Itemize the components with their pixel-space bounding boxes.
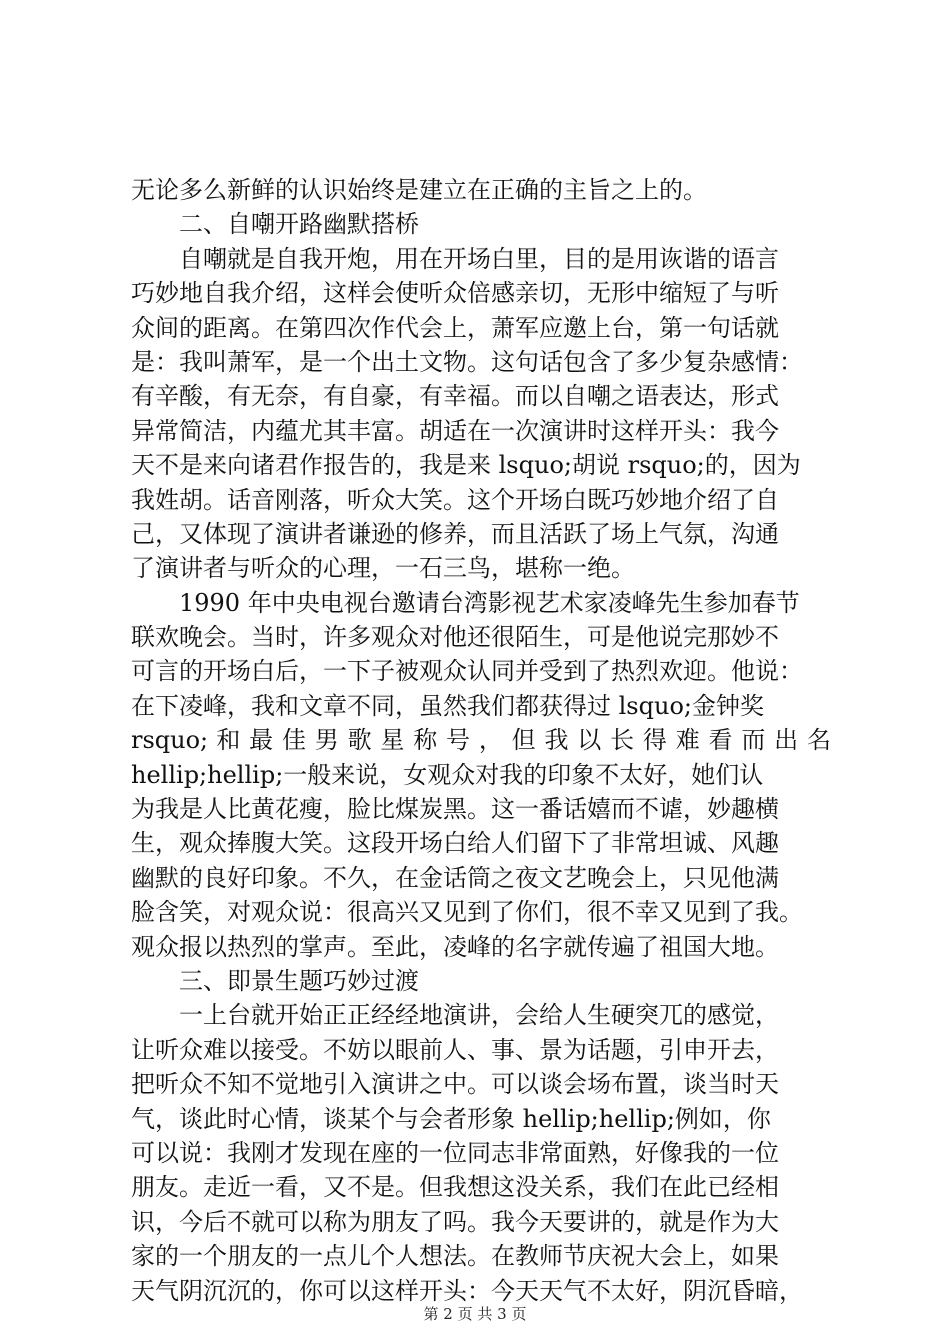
text-line: 把听众不知不觉地引入演讲之中。可以谈会场布置，谈当时天: [131, 1070, 779, 1099]
text-line: 一上台就开始正正经经地演讲，会给人生硬突兀的感觉，: [179, 1001, 779, 1030]
text-line: 了演讲者与听众的心理，一石三鸟，堪称一绝。: [131, 554, 635, 583]
document-body: [131, 173, 831, 1308]
text-line: 联欢晚会。当时，许多观众对他还很陌生，可是他说完那妙不: [131, 623, 779, 652]
text-line: 我姓胡。话音刚落，听众大笑。这个开场白既巧妙地介绍了自: [131, 485, 779, 514]
text-line: 巧妙地自我介绍，这样会使听众倍感亲切，无形中缩短了与听: [131, 279, 779, 308]
section-heading: 三、即景生题巧妙过渡: [179, 966, 419, 995]
text-line: 让听众难以接受。不妨以眼前人、事、景为话题，引申开去，: [131, 1035, 779, 1064]
text-line: 为我是人比黄花瘦，脸比煤炭黑。这一番话嬉而不谑，妙趣横: [131, 795, 779, 824]
text-line: 自嘲就是自我开炮，用在开场白里，目的是用诙谐的语言: [179, 244, 779, 273]
text-line: 可以说：我刚才发现在座的一位同志非常面熟，好像我的一位: [131, 1138, 779, 1167]
text-line: 异常简洁，内蕴尤其丰富。胡适在一次演讲时这样开头：我今: [131, 416, 779, 445]
text-line: 天气阴沉沉的，你可以这样开头：今天天气不太好，阴沉昏暗，: [131, 1276, 803, 1305]
text-line: 识，今后不就可以称为朋友了吗。我今天要讲的，就是作为大: [131, 1207, 779, 1236]
text-line: rsquo; 和 最 佳 男 歌 星 称 号 ， 但 我 以 长 得 难 看 而 出 名: [131, 726, 831, 755]
text-line: 气，谈此时心情，谈某个与会者形象 hellip;hellip;例如，你: [131, 1104, 771, 1133]
text-line: 天不是来向诸君作报告的，我是来 lsquo;胡说 rsquo;的，因为: [131, 451, 801, 480]
text-line: 家的一个朋友的一点儿个人想法。在教师节庆祝大会上，如果: [131, 1242, 779, 1271]
text-line: 是：我叫萧军，是一个出土文物。这句话包含了多少复杂感情：: [131, 347, 803, 376]
text-line: 朋友。走近一看，又不是。但我想这没关系，我们在此已经相: [131, 1173, 779, 1202]
text-line: 脸含笑，对观众说：很高兴又见到了你们，很不幸又见到了我。: [131, 898, 803, 927]
text-line: 观众报以热烈的掌声。至此，凌峰的名字就传遍了祖国大地。: [131, 932, 779, 961]
section-heading: 二、自嘲开路幽默搭桥: [179, 210, 419, 239]
text-line: 幽默的良好印象。不久，在金话筒之夜文艺晚会上，只见他满: [131, 863, 779, 892]
text-line: 己，又体现了演讲者谦逊的修养，而且活跃了场上气氛，沟通: [131, 519, 779, 548]
page-footer: 第 2 页 共 3 页: [423, 1305, 527, 1323]
text-line: 有辛酸，有无奈，有自豪，有幸福。而以自嘲之语表达，形式: [131, 382, 779, 411]
text-line: 无论多么新鲜的认识始终是建立在正确的主旨之上的。: [131, 176, 707, 204]
text-line: 众间的距离。在第四次作代会上，萧军应邀上台，第一句话就: [131, 313, 779, 342]
text-line: 在下凌峰，我和文章不同，虽然我们都获得过 lsquo;金钟奖: [131, 691, 764, 720]
text-line: 生，观众捧腹大笑。这段开场白给人们留下了非常坦诚、风趣: [131, 829, 779, 858]
text-line: 可言的开场白后，一下子被观众认同并受到了热烈欢迎。他说：: [131, 657, 803, 686]
text-line: hellip;hellip;一般来说，女观众对我的印象不太好，她们认: [131, 760, 764, 789]
text-line: 1990 年中央电视台邀请台湾影视艺术家凌峰先生参加春节: [179, 588, 800, 617]
